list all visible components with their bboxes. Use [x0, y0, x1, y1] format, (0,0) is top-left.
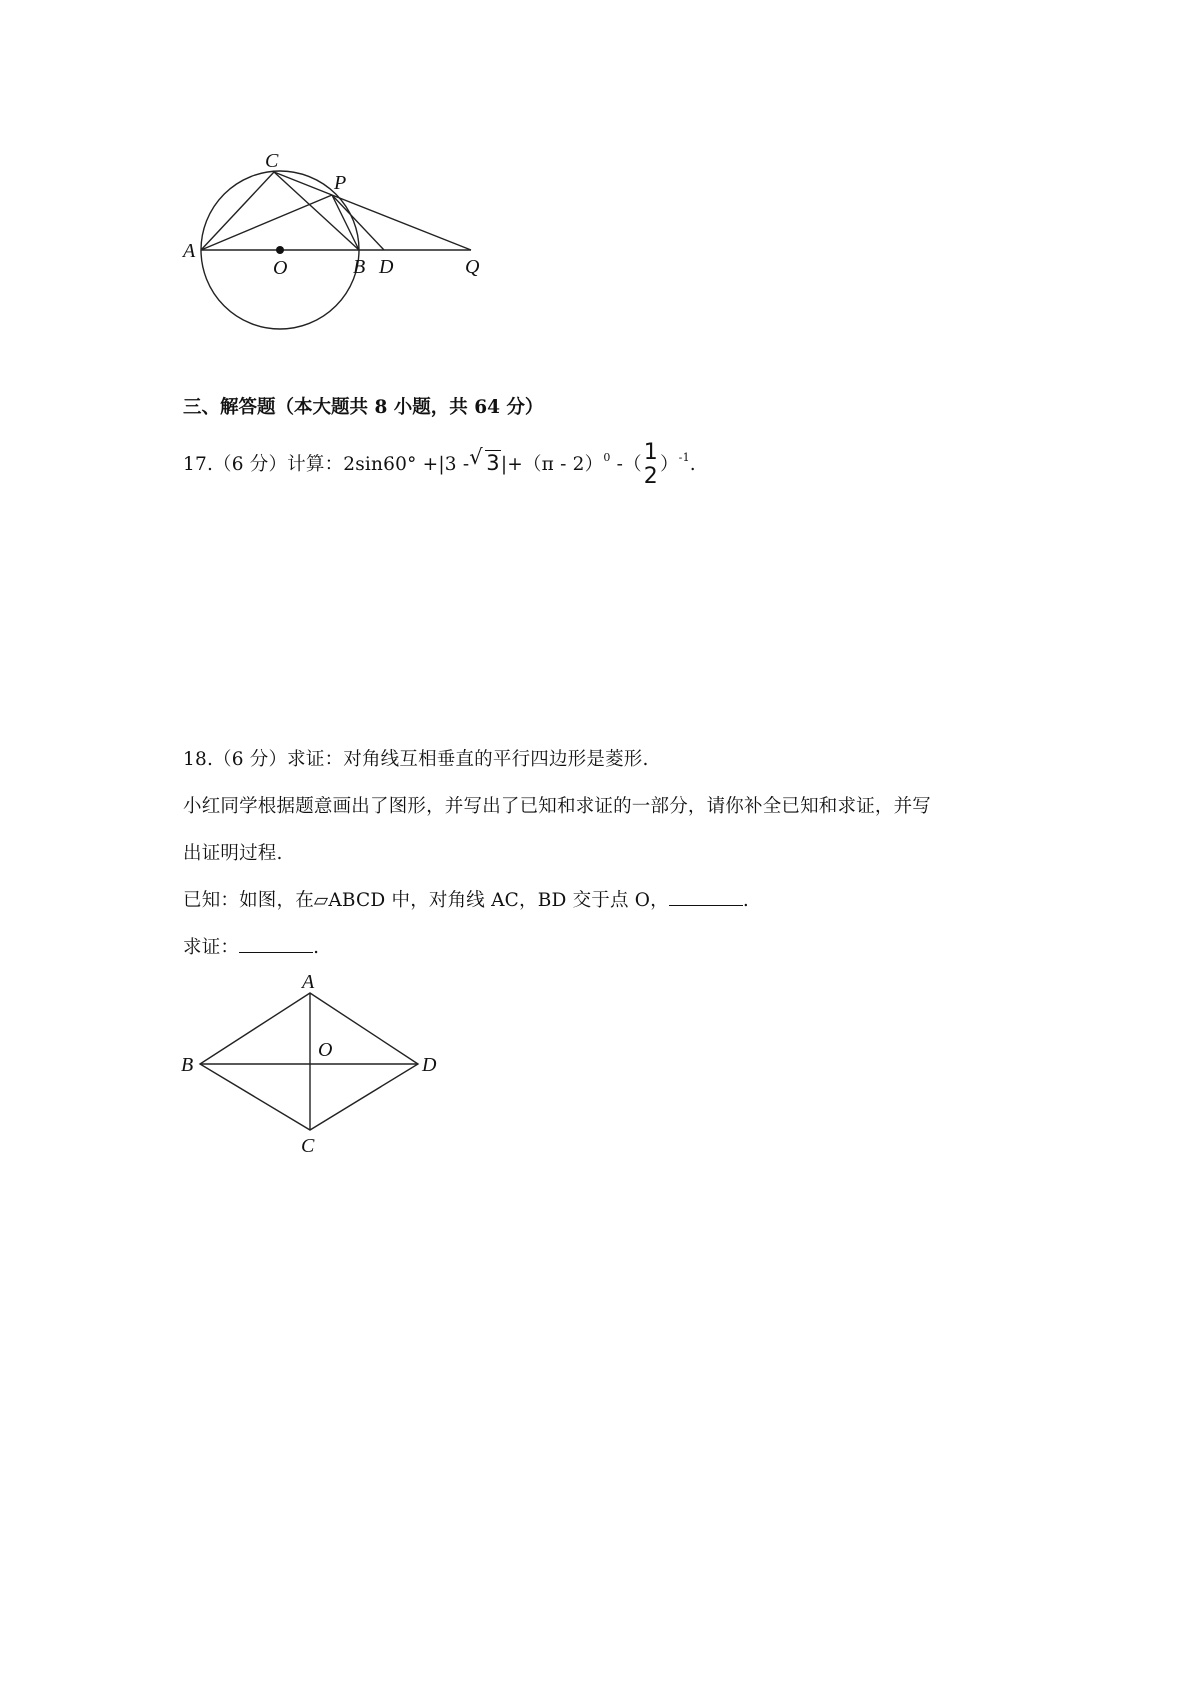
rhombus-abcd [200, 993, 418, 1130]
question-17 [183, 441, 696, 489]
label-o: O [273, 257, 288, 279]
question-18-known [183, 886, 749, 912]
circle-geometry-figure [180, 140, 500, 330]
label-d: D [422, 1054, 437, 1076]
question-18-prove [183, 933, 319, 959]
q17-middle: |+（π - 2） [500, 454, 604, 475]
rhombus-figure [178, 970, 448, 1160]
center-point-o [276, 246, 284, 254]
sqrt-3 [469, 445, 501, 475]
known-answer-blank[interactable] [669, 889, 743, 906]
fraction-denominator: 2 [643, 464, 658, 489]
prove-end: . [313, 937, 320, 958]
line-pb [332, 195, 359, 250]
exponent-neg-one: -1 [678, 451, 690, 464]
radical-sign: √ [469, 445, 483, 469]
label-p: P [334, 172, 347, 194]
label-c: C [265, 150, 279, 172]
q17-minus-open: -（ [610, 454, 642, 475]
label-b: B [353, 256, 366, 278]
label-d: D [379, 256, 394, 278]
label-c: C [301, 1135, 315, 1157]
prove-answer-blank[interactable] [239, 936, 313, 953]
label-a: A [183, 240, 196, 262]
label-b: B [181, 1054, 194, 1076]
known-prefix: 已知：如图，在▱ABCD 中，对角线 AC，BD 交于点 O， [183, 890, 669, 911]
radicand: 3 [486, 451, 500, 475]
exponent-zero: 0 [603, 451, 611, 464]
q17-end: . [689, 454, 696, 475]
label-o: O [318, 1039, 333, 1061]
label-a: A [302, 971, 315, 993]
known-end: . [742, 890, 749, 911]
line-pq [332, 195, 471, 250]
line-ap [201, 195, 332, 250]
question-18-body-line2: 出证明过程. [183, 843, 283, 864]
question-18-body-line1: 小红同学根据题意画出了图形，并写出了已知和求证的一部分，请你补全已知和求证，并写 [183, 796, 932, 817]
prove-prefix: 求证： [183, 937, 240, 958]
label-q: Q [465, 256, 480, 278]
section-heading: 三、解答题（本大题共 8 小题，共 64 分） [183, 397, 544, 418]
fraction-numerator: 1 [643, 440, 658, 465]
fraction-one-half [644, 441, 658, 489]
q17-close: ） [659, 454, 679, 475]
q17-prefix: 17.（6 分）计算：2sin60° +|3 - [183, 454, 470, 475]
question-18-title: 18.（6 分）求证：对角线互相垂直的平行四边形是菱形. [183, 749, 649, 770]
